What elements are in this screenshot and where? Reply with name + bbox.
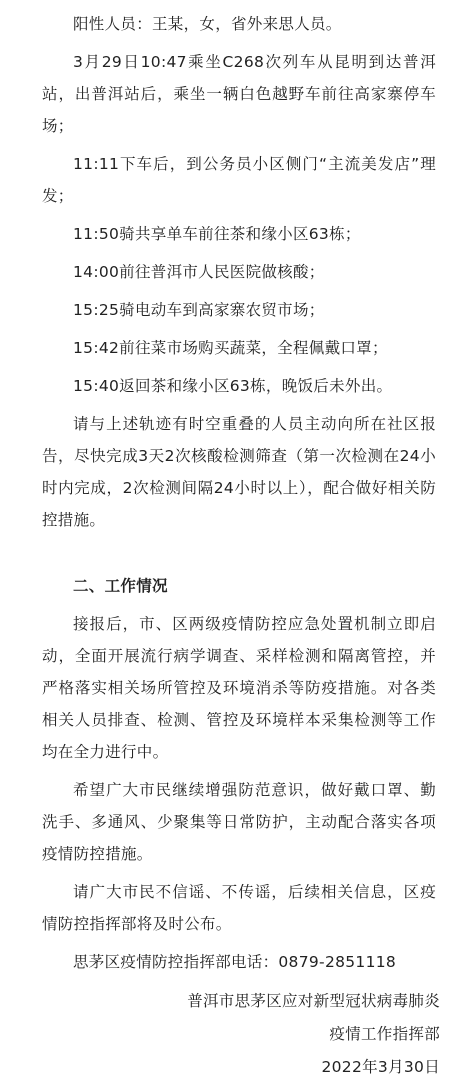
case-intro: 阳性人员：王某，女，省外来思人员。 [73, 15, 342, 33]
trajectory-item: 11:11下车后，到公务员小区侧门“主流美发店”理发； [42, 155, 436, 205]
trajectory-item: 3月29日10:47乘坐C268次列车从昆明到达普洱站，出普洱站后，乘坐一辆白色越野车前往高家寨停车场； [42, 53, 436, 135]
trajectory-item: 15:25骑电动车到高家寨农贸市场； [73, 301, 325, 319]
signature-org-line2: 疫情工作指挥部 [329, 1025, 440, 1043]
work-paragraph: 希望广大市民继续增强防范意识，做好戴口罩、勤洗手、多通风、少聚集等日常防护，主动配合落实各项疫情防控措施。 [42, 781, 436, 863]
trajectory-item: 14:00前往普洱市人民医院做核酸； [73, 263, 325, 281]
trajectory-item: 15:40返回茶和缘小区63栋，晚饭后未外出。 [73, 377, 393, 395]
signature-block [40, 985, 440, 1084]
work-paragraph: 接报后，市、区两级疫情防控应急处置机制立即启动，全面开展流行病学调查、采样检测和隔离管控，并严格落实相关场所管控及环境消杀等防疫措施。对各类相关人员排查、检测、管控及环境样本采集检测等工作均在全力进行中。 [42, 615, 436, 761]
trajectory-item: 11:50骑共享单车前往茶和缘小区63栋； [73, 225, 361, 243]
section-heading-work: 二、工作情况 [73, 577, 168, 595]
notice-paragraph: 请与上述轨迹有时空重叠的人员主动向所在社区报告，尽快完成3天2次核酸检测筛查（第一次检测在24小时内完成，2次检测间隔24小时以上），配合做好相关防控措施。 [42, 415, 436, 529]
hotline-paragraph: 思茅区疫情防控指挥部电话：0879-2851118 [73, 953, 397, 971]
signature-org-line1: 普洱市思茅区应对新型冠状病毒肺炎 [187, 992, 440, 1010]
trajectory-item: 15:42前往菜市场购买蔬菜，全程佩戴口罩； [73, 339, 388, 357]
signature-date: 2022年3月30日 [321, 1058, 440, 1076]
work-paragraph: 请广大市民不信谣、不传谣，后续相关信息，区疫情防控指挥部将及时公布。 [42, 883, 436, 933]
